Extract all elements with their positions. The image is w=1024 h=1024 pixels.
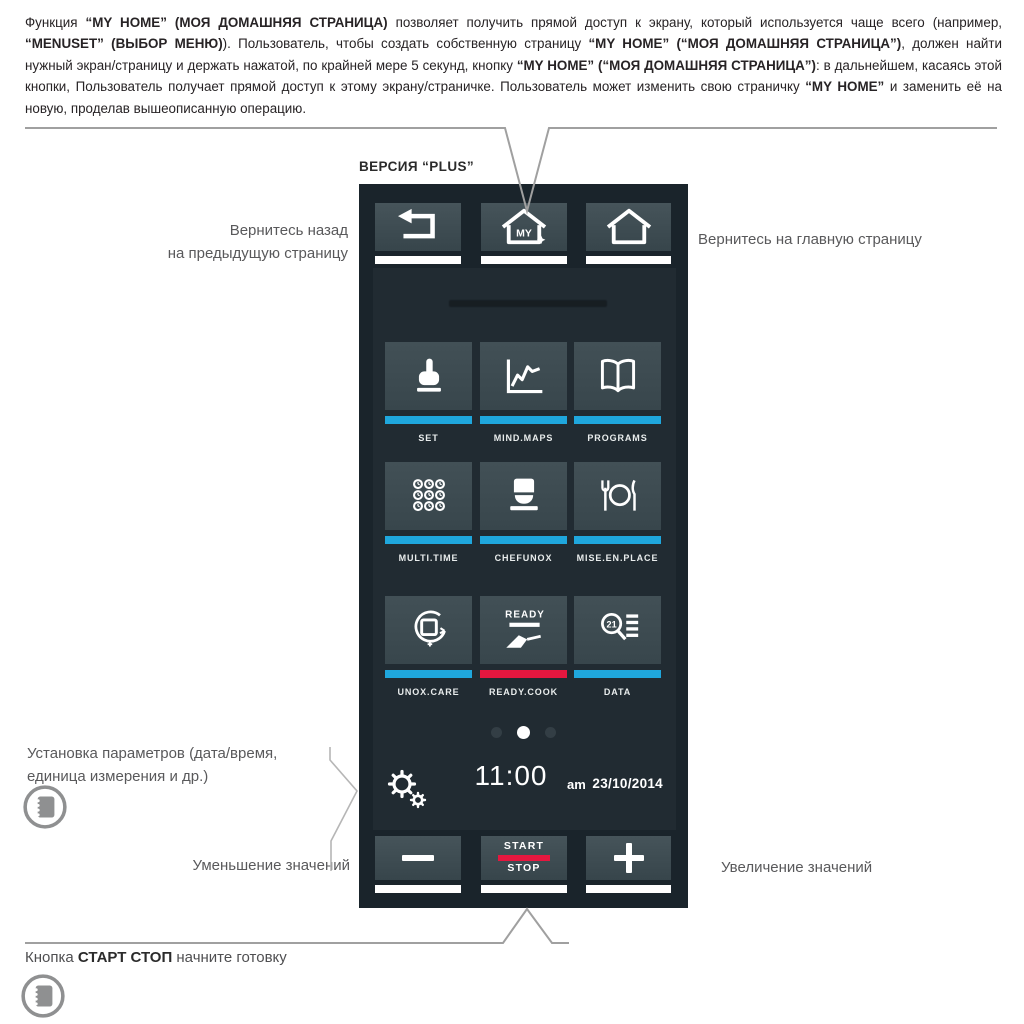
settings-gear-icon xyxy=(385,766,429,814)
start-stop-caption: Кнопка СТАРТ СТОП начните готовку xyxy=(25,949,287,966)
page-dot-2-active[interactable] xyxy=(517,726,530,739)
svg-text:READY: READY xyxy=(504,609,545,621)
tile-accent-bar xyxy=(480,670,567,678)
tile-mise-en-place[interactable] xyxy=(574,462,661,563)
increase-annotation: Увеличение значений xyxy=(721,859,873,876)
book-icon xyxy=(596,354,640,398)
refresh-square-icon xyxy=(407,608,451,652)
chef-icon xyxy=(502,474,546,518)
start-label: START xyxy=(503,840,545,853)
tile-label: SET xyxy=(418,433,439,443)
back-icon xyxy=(392,207,444,247)
tile-label: READY.COOK xyxy=(488,687,558,697)
tile-label: PROGRAMS xyxy=(587,433,648,443)
tile-label: MIND.MAPS xyxy=(493,433,554,443)
tile-label: CHEFUNOX xyxy=(494,553,553,563)
plus-icon xyxy=(601,841,657,875)
manual-reference-icon xyxy=(20,973,66,1019)
tile-accent-bar xyxy=(385,416,472,424)
tile-mind-maps[interactable] xyxy=(480,342,567,443)
tile-accent-bar xyxy=(480,416,567,424)
back-annotation: Вернитесь назад на предыдущую страницу xyxy=(167,222,348,262)
ready-hand-tray-icon xyxy=(499,605,549,655)
back-button[interactable] xyxy=(375,203,461,264)
clock-time: 11:00 xyxy=(474,760,548,791)
set-hand-icon xyxy=(407,354,451,398)
tile-accent-bar xyxy=(574,670,661,678)
tile-unox-care[interactable] xyxy=(385,596,472,697)
button-underline xyxy=(586,885,671,893)
chart-icon xyxy=(502,354,546,398)
home-icon xyxy=(602,206,656,248)
home-annotation: Вернитесь на главную страницу xyxy=(698,231,922,248)
button-underline xyxy=(481,256,567,264)
tile-set[interactable] xyxy=(385,342,472,443)
tile-label: UNOX.CARE xyxy=(397,687,460,697)
stop-label: STOP xyxy=(507,862,541,874)
tile-ready-cook[interactable] xyxy=(480,596,567,697)
tile-label: DATA xyxy=(603,687,632,697)
decrease-annotation: Уменьшение значений xyxy=(192,857,350,874)
button-underline xyxy=(375,885,461,893)
start-stop-red-bar xyxy=(498,855,550,861)
my-home-button[interactable] xyxy=(481,203,567,264)
settings-annotation: Установка параметров (дата/время, единица измерения и др.) xyxy=(27,745,278,785)
clock-meridiem: am xyxy=(567,777,586,792)
tile-label: MULTI.TIME xyxy=(398,553,459,563)
svg-text:21: 21 xyxy=(605,619,617,630)
intro-text: Функция “MY HOME” (МОЯ ДОМАШНЯЯ СТРАНИЦА) позволяет получить прямой доступ к экрану, который используется чаще всего (например, “MENUSET” (ВЫБОР МЕНЮ)). Пользователь, чтобы создать собственную страницу “MY HOME” (“МОЯ ДОМАШНЯЯ СТРАНИЦА”), должен найти нужный экран/страницу и держать нажатой, по крайней мере 5 секунд, кнопку “MY HOME” (“МОЯ ДОМАШНЯЯ СТРАНИЦА”): в дальнейшем, касаясь этой кнопки, Пользователь получает прямой доступ к этому экрану/страничке. Пользователь может изменить свою страничку “MY HOME” и заменить её на новую, проделав вышеописанную операцию. xyxy=(25,15,1002,116)
decrease-button[interactable] xyxy=(375,836,461,893)
page-dot-3[interactable] xyxy=(545,727,556,738)
tile-chefunox[interactable] xyxy=(480,462,567,563)
tile-accent-bar xyxy=(480,536,567,544)
button-underline xyxy=(481,885,567,893)
button-underline xyxy=(375,256,461,264)
tile-accent-bar xyxy=(574,536,661,544)
date-display: 23/10/2014 xyxy=(592,776,663,791)
cutlery-plate-icon xyxy=(596,474,640,518)
home-button[interactable] xyxy=(586,203,671,264)
settings-button[interactable] xyxy=(385,766,429,814)
version-label: ВЕРСИЯ “PLUS” xyxy=(359,159,475,174)
tile-accent-bar xyxy=(385,670,472,678)
tile-label: MISE.EN.PLACE xyxy=(576,553,659,563)
manual-reference-icon xyxy=(22,784,68,830)
clocks-grid-icon xyxy=(407,474,451,518)
oven-control-panel xyxy=(359,184,688,908)
button-underline xyxy=(586,256,671,264)
tile-accent-bar xyxy=(574,416,661,424)
start-stop-button[interactable] xyxy=(481,836,567,893)
tile-accent-bar xyxy=(385,536,472,544)
page-indicator xyxy=(359,726,688,739)
my-home-icon xyxy=(497,206,551,248)
svg-text:MY: MY xyxy=(516,227,532,240)
tile-programs[interactable] xyxy=(574,342,661,443)
tile-data[interactable] xyxy=(574,596,661,697)
faint-screen-text xyxy=(449,300,607,307)
page-dot-1[interactable] xyxy=(491,727,502,738)
tile-multi-time[interactable] xyxy=(385,462,472,563)
increase-button[interactable] xyxy=(586,836,671,893)
minus-icon xyxy=(390,843,446,873)
magnifier-list-icon xyxy=(596,608,640,652)
